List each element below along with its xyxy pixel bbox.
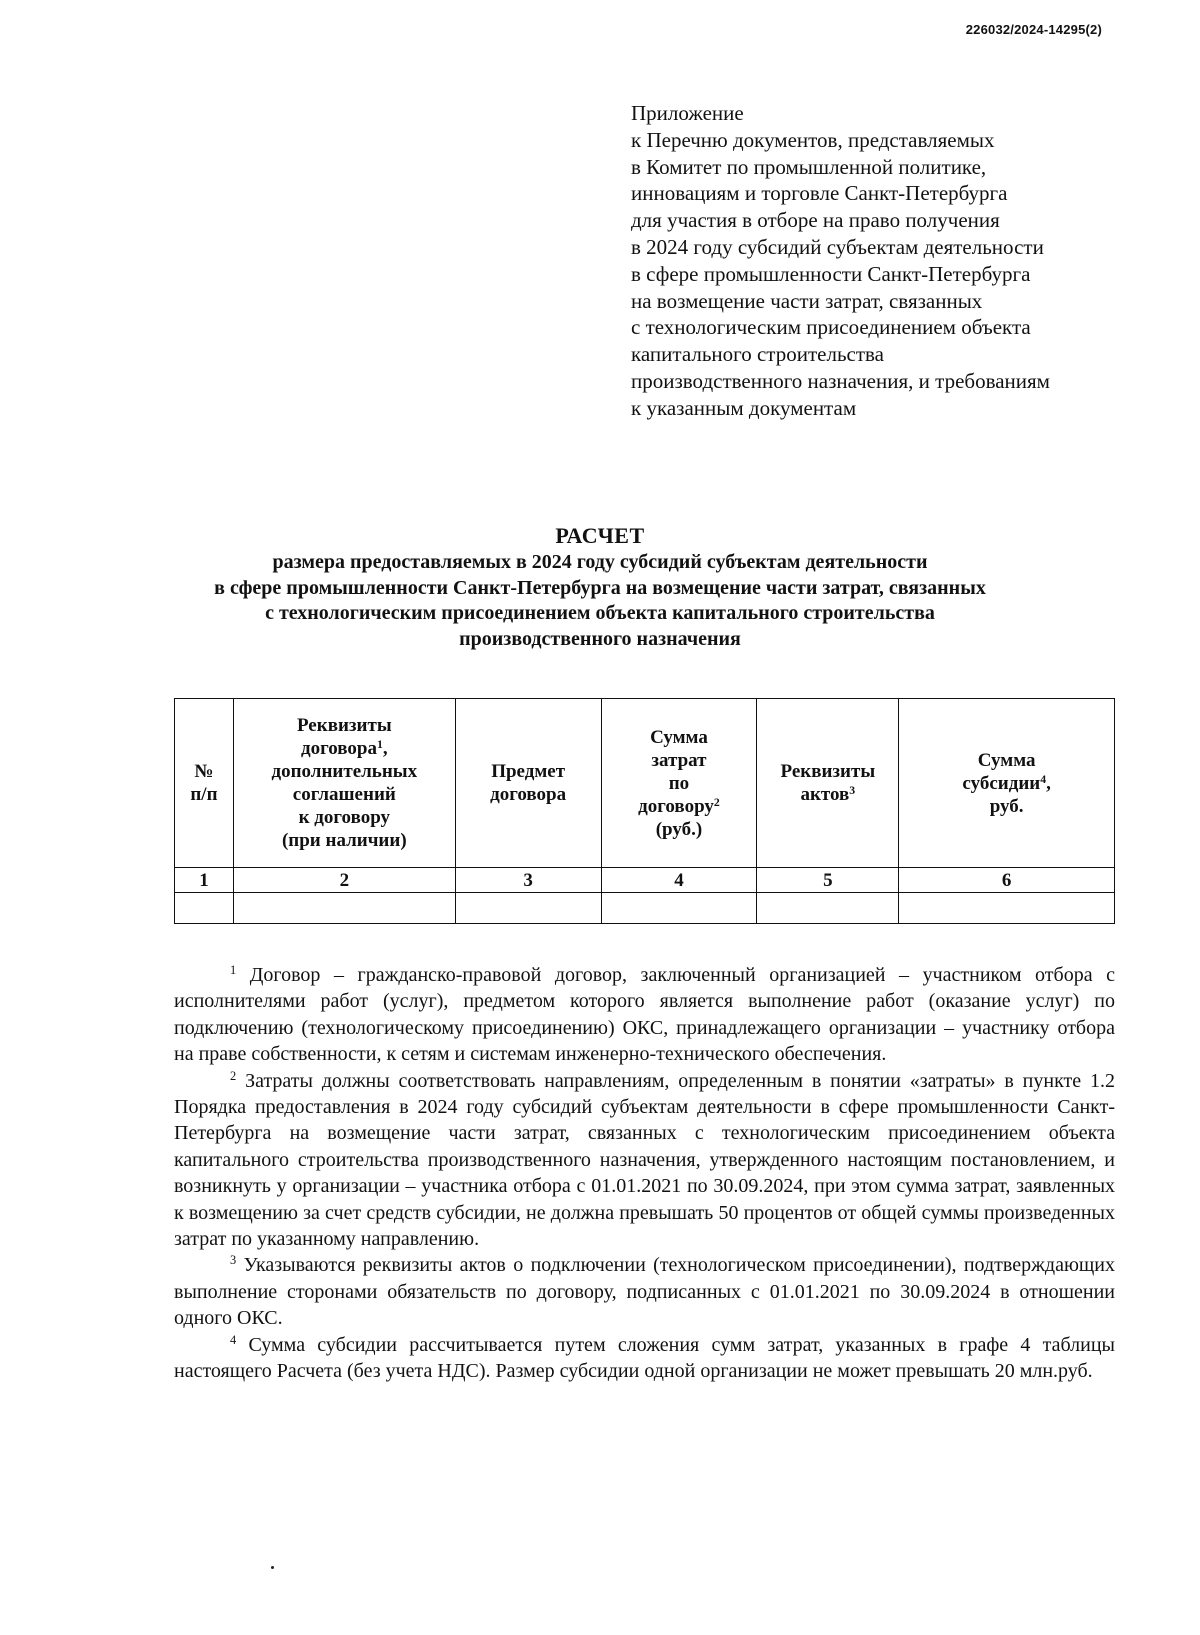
subtitle-line: размера предоставляемых в 2024 году субсидий субъектам деятельности [272,551,928,573]
footnote-marker: 3 [230,1253,237,1268]
header-text: договора [300,738,377,759]
empty-cell [233,893,455,924]
appendix-block [631,100,1131,422]
empty-cell [175,893,234,924]
header-act-details [757,699,899,868]
appendix-line: инновациям и торговле Санкт-Петербурга [631,181,1008,206]
footnote-text: Указываются реквизиты актов о подключении (технологическом присоединении), подтверждающих выполнение сторонами обязательств по договору, подписанных с 01.01.2021 по 30.09.2024 в отношении одного ОКС. [174,1254,1116,1330]
header-text: № [194,761,214,782]
column-number: 4 [601,868,757,893]
footnote [174,1068,1115,1253]
header-text: к договору [298,807,391,828]
footnote-marker: 1 [230,963,237,978]
subtitle-line: с технологическим присоединением объекта капитального строительства [265,602,935,624]
appendix-line: капитального строительства [631,342,884,367]
header-text: дополнительных [271,761,418,782]
header-cost-amount [601,699,757,868]
document-title-block [0,522,1200,652]
footnote-ref: 3 [849,784,856,798]
subtitle-line: производственного назначения [459,627,741,650]
appendix-line: в сфере промышленности Санкт-Петербурга [631,261,1031,286]
header-text: Предмет [491,761,566,782]
appendix-line: производственного назначения, и требованиям [631,368,1050,393]
header-text: Сумма [977,749,1036,771]
column-number: 3 [455,868,601,893]
header-text: соглашений [292,784,396,805]
appendix-line: к указанным документам [631,395,857,420]
document-title: РАСЧЕТ [555,523,645,548]
header-number [175,699,234,868]
header-text: (руб.) [655,818,703,840]
column-number: 2 [233,868,455,893]
header-text: по [668,772,690,794]
header-text: , [1046,772,1051,794]
appendix-line: Приложение [631,101,744,125]
header-text: , [382,738,388,759]
empty-cell [757,893,899,924]
footnote-text: Затраты должны соответствовать направлениям, определенным в понятии «затраты» в пункте 1.2 Порядка предоставления в 2024 году субсидий субъектам деятельности в сфере промышленности Санкт-Петербурга на возмещение части затрат, связанных с технологическим присоединением объекта капитального строительства производственного назначения, утвержденного настоящим постановлением, и возникнуть у организации – участника отбора с 01.01.2021 по 30.09.2024, при этом сумма затрат, заявленных к возмещению за счет средств субсидии, не должна превышать 50 процентов от общей суммы произведенных затрат по указанному направлению. [174,1069,1116,1251]
header-text: Сумма [650,726,708,748]
empty-cell [455,893,601,924]
footnote-ref: 1 [376,738,383,752]
header-subsidy-amount [899,699,1115,868]
footnote [174,962,1115,1068]
column-number-row [175,868,1115,893]
table-header-row [175,699,1115,868]
header-contract-subject [455,699,601,868]
footnote-marker: 4 [230,1332,237,1347]
footnote-text: Договор – гражданско-правовой договор, заключенный организацией – участником отбора с исполнителями работ (услуг), предметом которого является выполнение работ (оказание услуг) по подключению (технологическому присоединению) ОКС, принадлежащего организации – участнику отбора на праве собственности, к сетям и системам инженерно-технического обеспечения. [174,964,1116,1066]
footnote [174,1332,1115,1385]
column-number: 6 [899,868,1115,893]
footnote-ref: 4 [1040,772,1047,786]
header-text: субсидии [962,772,1041,794]
footnote [174,1252,1115,1331]
header-text: договора [490,784,567,805]
column-number: 5 [757,868,899,893]
subtitle-line: в сфере промышленности Санкт-Петербурга на возмещение части затрат, связанных [214,576,986,599]
appendix-line: в Комитет по промышленной политике, [631,154,987,179]
column-number: 1 [175,868,234,893]
footnote-ref: 2 [713,795,720,809]
scan-speck [271,1566,274,1569]
appendix-line: с технологическим присоединением объекта [631,315,1031,340]
header-text: актов [800,784,850,805]
header-text: (при наличии) [281,830,407,851]
empty-cell [601,893,757,924]
footnotes-block [174,962,1115,1385]
header-text: Реквизиты [780,761,876,782]
footnote-text: Сумма субсидии рассчитывается путем сложения сумм затрат, указанных в графе 4 таблицы настоящего Расчета (без учета НДС). Размер субсидии одной организации не может превышать 20 млн.руб. [174,1333,1115,1383]
document-id: 226032/2024-14295(2) [965,22,1102,37]
empty-data-row [175,893,1115,924]
header-text: п/п [190,784,218,805]
appendix-line: для участия в отборе на право получения [631,208,1000,233]
header-text: затрат [651,749,707,771]
calculation-table [174,698,1115,924]
appendix-line: в 2024 году субсидий субъектам деятельности [631,234,1044,259]
header-text: договору [638,795,714,817]
header-text: руб. [989,795,1024,817]
header-contract-details [233,699,455,868]
footnote-marker: 2 [230,1068,237,1083]
appendix-line: на возмещение части затрат, связанных [631,288,983,313]
document-subtitle [0,550,1200,652]
empty-cell [899,893,1115,924]
appendix-line: к Перечню документов, представляемых [631,127,995,152]
header-text: Реквизиты [296,715,392,736]
